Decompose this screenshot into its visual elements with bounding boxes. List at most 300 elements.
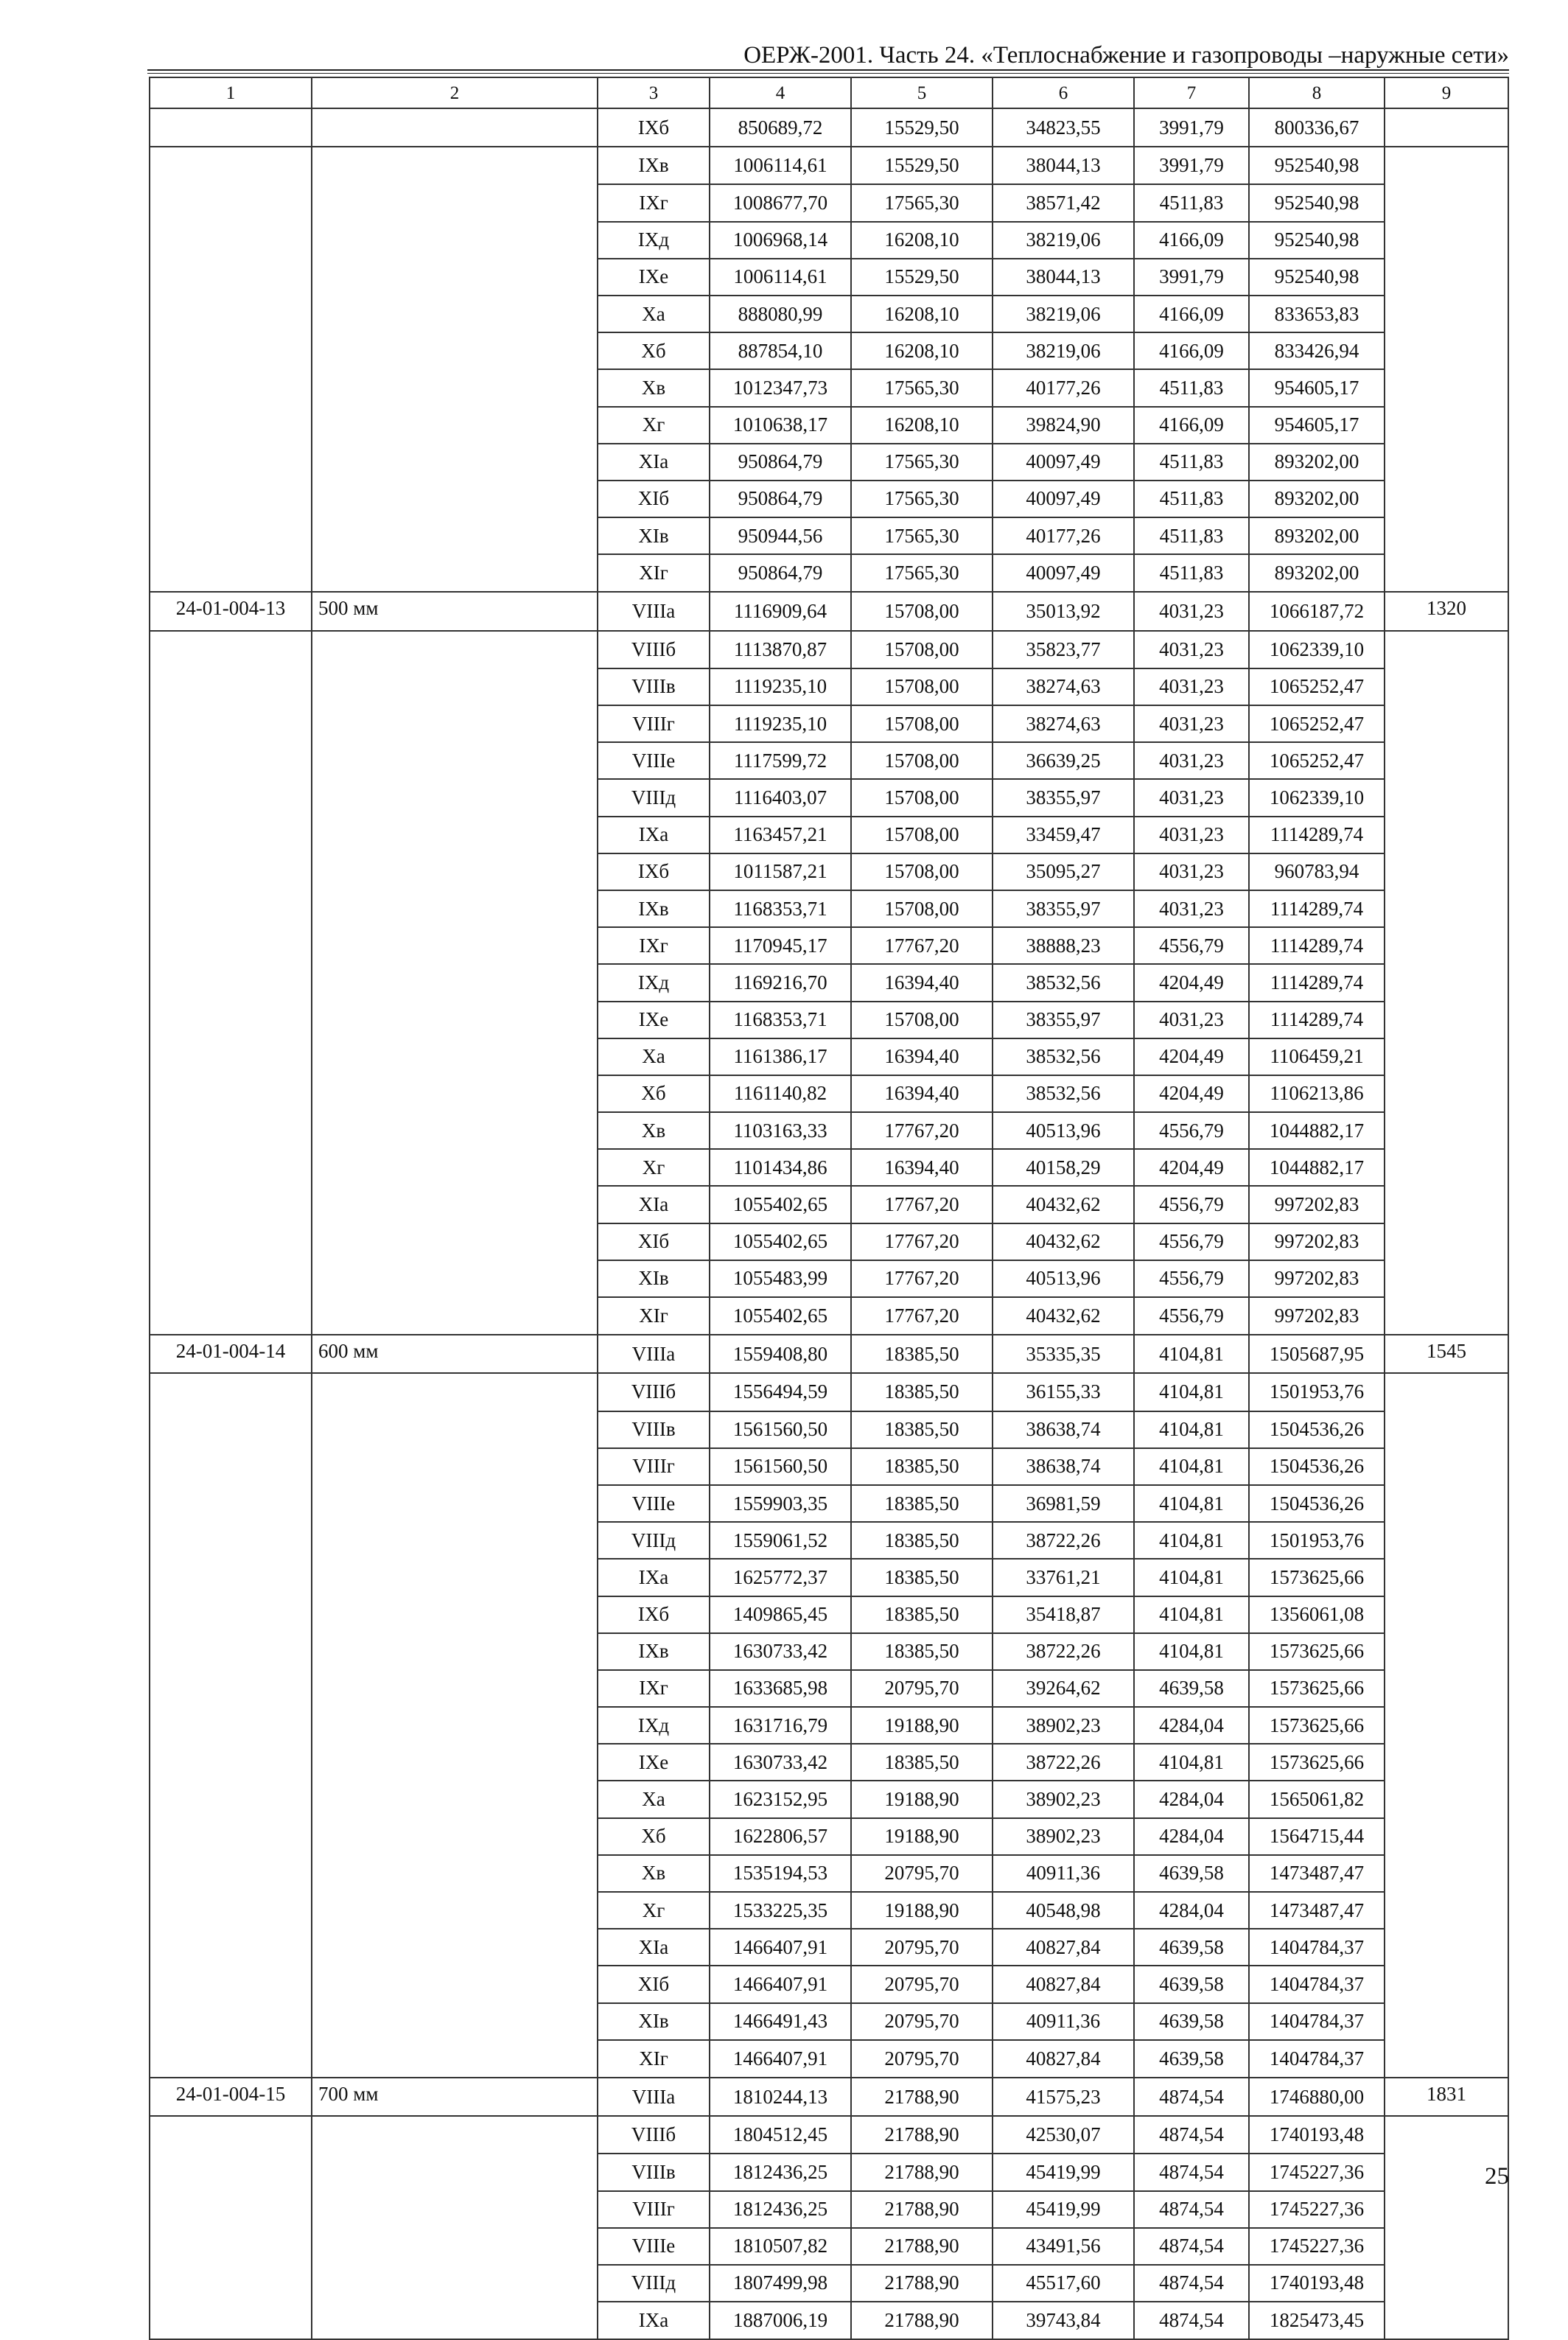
table-row (150, 705, 1508, 742)
zone: Xг (598, 1892, 710, 1929)
diameter (312, 668, 598, 705)
labor (1385, 1411, 1508, 1448)
wages: 17767,20 (851, 1260, 993, 1297)
diameter (312, 1855, 598, 1892)
total-cost: 1008677,70 (710, 184, 851, 221)
labor (1385, 1707, 1508, 1744)
zone: VIIIб (598, 2116, 710, 2154)
zone: VIIIг (598, 1448, 710, 1485)
item-code (150, 1149, 312, 1186)
item-code (150, 1633, 312, 1670)
item-code (150, 2191, 312, 2228)
total-cost: 950864,79 (710, 444, 851, 481)
labor (1385, 108, 1508, 147)
table-row (150, 964, 1508, 1001)
wages: 18385,50 (851, 1335, 993, 1373)
labor (1385, 2116, 1508, 2154)
item-code (150, 1485, 312, 1522)
machines-cost: 40827,84 (993, 1966, 1134, 2002)
item-code (150, 668, 312, 705)
total-cost: 1561560,50 (710, 1411, 851, 1448)
table-row (150, 222, 1508, 259)
machines-cost: 35418,87 (993, 1596, 1134, 1633)
machinist-wages: 4104,81 (1134, 1522, 1249, 1559)
item-code: 24-01-004-14 (150, 1335, 312, 1373)
column-header: 4 (710, 77, 851, 108)
wages: 18385,50 (851, 1411, 993, 1448)
table-row (150, 296, 1508, 332)
item-code (150, 2302, 312, 2339)
materials-cost: 893202,00 (1249, 554, 1385, 592)
wages: 17565,30 (851, 517, 993, 554)
machinist-wages: 4284,04 (1134, 1892, 1249, 1929)
labor (1385, 964, 1508, 1001)
zone: XIб (598, 481, 710, 517)
machines-cost: 38532,56 (993, 1075, 1134, 1112)
wages: 17565,30 (851, 369, 993, 406)
labor (1385, 927, 1508, 964)
zone: VIIIа (598, 1335, 710, 1373)
diameter (312, 1707, 598, 1744)
zone: Xб (598, 332, 710, 369)
table-row (150, 668, 1508, 705)
wages: 19188,90 (851, 1892, 993, 1929)
wages: 20795,70 (851, 1855, 993, 1892)
machinist-wages: 4166,09 (1134, 222, 1249, 259)
machines-cost: 39743,84 (993, 2302, 1134, 2339)
materials-cost: 1740193,48 (1249, 2116, 1385, 2154)
item-code (150, 1223, 312, 1260)
diameter (312, 554, 598, 592)
total-cost: 1623152,95 (710, 1781, 851, 1817)
wages: 15708,00 (851, 817, 993, 853)
zone: Xв (598, 1112, 710, 1149)
materials-cost: 1745227,36 (1249, 2154, 1385, 2190)
total-cost: 1466491,43 (710, 2003, 851, 2040)
total-cost: 950944,56 (710, 517, 851, 554)
machinist-wages: 4104,81 (1134, 1596, 1249, 1633)
zone: IXг (598, 1670, 710, 1707)
zone: Xа (598, 296, 710, 332)
total-cost: 1561560,50 (710, 1448, 851, 1485)
table-row (150, 927, 1508, 964)
zone: IXа (598, 1559, 710, 1596)
zone: Xа (598, 1781, 710, 1817)
wages: 16208,10 (851, 222, 993, 259)
total-cost: 1113870,87 (710, 631, 851, 668)
machines-cost: 40097,49 (993, 554, 1134, 592)
total-cost: 1630733,42 (710, 1633, 851, 1670)
item-code: 24-01-004-15 (150, 2078, 312, 2116)
diameter (312, 817, 598, 853)
labor (1385, 779, 1508, 816)
labor (1385, 369, 1508, 406)
total-cost: 1810507,82 (710, 2228, 851, 2265)
total-cost: 1168353,71 (710, 1002, 851, 1038)
zone: IXг (598, 927, 710, 964)
wages: 21788,90 (851, 2191, 993, 2228)
labor (1385, 296, 1508, 332)
machines-cost: 40548,98 (993, 1892, 1134, 1929)
total-cost: 1807499,98 (710, 2265, 851, 2302)
wages: 15529,50 (851, 108, 993, 147)
table-row (150, 481, 1508, 517)
diameter (312, 1186, 598, 1223)
machinist-wages: 4031,23 (1134, 779, 1249, 816)
zone: IXа (598, 817, 710, 853)
wages: 18385,50 (851, 1596, 993, 1633)
header-rule (147, 69, 1509, 74)
machinist-wages: 4104,81 (1134, 1559, 1249, 1596)
materials-cost: 997202,83 (1249, 1297, 1385, 1335)
table-row (150, 2302, 1508, 2339)
machines-cost: 38571,42 (993, 184, 1134, 221)
machines-cost: 40432,62 (993, 1186, 1134, 1223)
materials-cost: 1573625,66 (1249, 1707, 1385, 1744)
total-cost: 950864,79 (710, 481, 851, 517)
materials-cost: 893202,00 (1249, 444, 1385, 481)
machines-cost: 38274,63 (993, 705, 1134, 742)
machines-cost: 38722,26 (993, 1522, 1134, 1559)
item-code (150, 2265, 312, 2302)
materials-cost: 952540,98 (1249, 184, 1385, 221)
machinist-wages: 4556,79 (1134, 1223, 1249, 1260)
zone: IXд (598, 222, 710, 259)
machinist-wages: 4104,81 (1134, 1373, 1249, 1411)
machines-cost: 40911,36 (993, 1855, 1134, 1892)
item-code (150, 705, 312, 742)
diameter (312, 2040, 598, 2078)
machinist-wages: 4166,09 (1134, 332, 1249, 369)
diameter (312, 1448, 598, 1485)
table-row (150, 147, 1508, 184)
diameter (312, 369, 598, 406)
zone: XIв (598, 1260, 710, 1297)
labor (1385, 1112, 1508, 1149)
wages: 15529,50 (851, 147, 993, 184)
diameter (312, 927, 598, 964)
materials-cost: 1106459,21 (1249, 1038, 1385, 1075)
machines-cost: 40097,49 (993, 444, 1134, 481)
table-row (150, 1335, 1508, 1373)
machinist-wages: 4104,81 (1134, 1448, 1249, 1485)
machinist-wages: 4031,23 (1134, 742, 1249, 779)
labor (1385, 444, 1508, 481)
item-code (150, 1707, 312, 1744)
estimate-table (149, 77, 1509, 2340)
machinist-wages: 4204,49 (1134, 964, 1249, 1001)
labor (1385, 742, 1508, 779)
item-code (150, 407, 312, 444)
item-code (150, 1966, 312, 2002)
materials-cost: 1501953,76 (1249, 1522, 1385, 1559)
labor (1385, 184, 1508, 221)
item-code (150, 1186, 312, 1223)
materials-cost: 997202,83 (1249, 1223, 1385, 1260)
zone: Xб (598, 1075, 710, 1112)
total-cost: 887854,10 (710, 332, 851, 369)
table-row (150, 1744, 1508, 1781)
column-header: 3 (598, 77, 710, 108)
diameter (312, 890, 598, 927)
diameter (312, 705, 598, 742)
zone: IXв (598, 147, 710, 184)
total-cost: 1055402,65 (710, 1297, 851, 1335)
diameter (312, 259, 598, 296)
diameter (312, 1485, 598, 1522)
item-code (150, 1448, 312, 1485)
machinist-wages: 4639,58 (1134, 1670, 1249, 1707)
total-cost: 1625772,37 (710, 1559, 851, 1596)
labor (1385, 1559, 1508, 1596)
total-cost: 1633685,98 (710, 1670, 851, 1707)
labor (1385, 259, 1508, 296)
diameter (312, 631, 598, 668)
wages: 20795,70 (851, 1966, 993, 2002)
total-cost: 1535194,53 (710, 1855, 851, 1892)
materials-cost: 1473487,47 (1249, 1855, 1385, 1892)
materials-cost: 1106213,86 (1249, 1075, 1385, 1112)
machines-cost: 38355,97 (993, 1002, 1134, 1038)
machines-cost: 38219,06 (993, 332, 1134, 369)
zone: IXв (598, 1633, 710, 1670)
materials-cost: 1825473,45 (1249, 2302, 1385, 2339)
total-cost: 1168353,71 (710, 890, 851, 927)
total-cost: 1622806,57 (710, 1818, 851, 1855)
machinist-wages: 4031,23 (1134, 1002, 1249, 1038)
table-row (150, 1260, 1508, 1297)
wages: 21788,90 (851, 2265, 993, 2302)
materials-cost: 800336,67 (1249, 108, 1385, 147)
wages: 17565,30 (851, 554, 993, 592)
machinist-wages: 4031,23 (1134, 668, 1249, 705)
diameter (312, 1892, 598, 1929)
total-cost: 1103163,33 (710, 1112, 851, 1149)
wages: 17565,30 (851, 444, 993, 481)
table-row (150, 1411, 1508, 1448)
table-row (150, 1892, 1508, 1929)
machinist-wages: 4166,09 (1134, 407, 1249, 444)
table-row (150, 2003, 1508, 2040)
table-row (150, 1186, 1508, 1223)
materials-cost: 1114289,74 (1249, 1002, 1385, 1038)
labor (1385, 147, 1508, 184)
table-row (150, 1038, 1508, 1075)
item-code (150, 517, 312, 554)
zone: IXе (598, 1744, 710, 1781)
machinist-wages: 4556,79 (1134, 927, 1249, 964)
diameter (312, 1149, 598, 1186)
table-row (150, 1373, 1508, 1411)
wages: 21788,90 (851, 2078, 993, 2116)
machinist-wages: 4639,58 (1134, 1855, 1249, 1892)
total-cost: 1055483,99 (710, 1260, 851, 1297)
table-row (150, 890, 1508, 927)
machinist-wages: 4639,58 (1134, 1929, 1249, 1966)
machinist-wages: 4166,09 (1134, 296, 1249, 332)
table-row (150, 853, 1508, 890)
total-cost: 1810244,13 (710, 2078, 851, 2116)
diameter: 700 мм (312, 2078, 598, 2116)
machines-cost: 38638,74 (993, 1448, 1134, 1485)
item-code (150, 1112, 312, 1149)
item-code (150, 1075, 312, 1112)
materials-cost: 960783,94 (1249, 853, 1385, 890)
item-code (150, 631, 312, 668)
total-cost: 1466407,91 (710, 1929, 851, 1966)
wages: 16394,40 (851, 964, 993, 1001)
labor: 1320 (1385, 592, 1508, 630)
item-code (150, 1260, 312, 1297)
machinist-wages: 4556,79 (1134, 1112, 1249, 1149)
total-cost: 1116909,64 (710, 592, 851, 630)
machinist-wages: 4874,54 (1134, 2116, 1249, 2154)
machines-cost: 35013,92 (993, 592, 1134, 630)
header-title: ОЕРЖ-2001. Часть 24. «Теплоснабжение и газопроводы –наружные сети» (743, 42, 1509, 69)
machines-cost: 38355,97 (993, 890, 1134, 927)
wages: 17565,30 (851, 184, 993, 221)
machines-cost: 35823,77 (993, 631, 1134, 668)
zone: IXб (598, 853, 710, 890)
materials-cost: 833426,94 (1249, 332, 1385, 369)
table-row (150, 2265, 1508, 2302)
labor (1385, 1038, 1508, 1075)
diameter (312, 1522, 598, 1559)
column-header: 6 (993, 77, 1134, 108)
machines-cost: 40827,84 (993, 2040, 1134, 2078)
zone: VIIIа (598, 2078, 710, 2116)
total-cost: 1630733,42 (710, 1744, 851, 1781)
machinist-wages: 4031,23 (1134, 592, 1249, 630)
machines-cost: 40432,62 (993, 1223, 1134, 1260)
column-header: 9 (1385, 77, 1508, 108)
diameter (312, 2154, 598, 2190)
page-number: 25 (1485, 2163, 1509, 2190)
materials-cost: 1404784,37 (1249, 1929, 1385, 1966)
zone: IXд (598, 1707, 710, 1744)
labor (1385, 1966, 1508, 2002)
wages: 21788,90 (851, 2116, 993, 2154)
diameter (312, 1744, 598, 1781)
materials-cost: 1505687,95 (1249, 1335, 1385, 1373)
table-row (150, 369, 1508, 406)
machinist-wages: 3991,79 (1134, 108, 1249, 147)
total-cost: 1161140,82 (710, 1075, 851, 1112)
diameter (312, 1411, 598, 1448)
machines-cost: 39824,90 (993, 407, 1134, 444)
total-cost: 1533225,35 (710, 1892, 851, 1929)
diameter (312, 1112, 598, 1149)
item-code (150, 927, 312, 964)
labor (1385, 1818, 1508, 1855)
machinist-wages: 4284,04 (1134, 1707, 1249, 1744)
machinist-wages: 4556,79 (1134, 1186, 1249, 1223)
item-code (150, 853, 312, 890)
zone: XIг (598, 554, 710, 592)
materials-cost: 1404784,37 (1249, 1966, 1385, 2002)
labor (1385, 517, 1508, 554)
item-code (150, 554, 312, 592)
column-header: 7 (1134, 77, 1249, 108)
table-row (150, 1707, 1508, 1744)
wages: 15708,00 (851, 853, 993, 890)
zone: XIа (598, 1186, 710, 1223)
wages: 16208,10 (851, 407, 993, 444)
labor (1385, 668, 1508, 705)
labor (1385, 2302, 1508, 2339)
zone: XIг (598, 1297, 710, 1335)
labor (1385, 817, 1508, 853)
machines-cost: 36155,33 (993, 1373, 1134, 1411)
table-row (150, 742, 1508, 779)
wages: 17767,20 (851, 1297, 993, 1335)
machinist-wages: 4511,83 (1134, 184, 1249, 221)
zone: Xг (598, 1149, 710, 1186)
item-code (150, 1781, 312, 1817)
labor (1385, 1186, 1508, 1223)
machines-cost: 43491,56 (993, 2228, 1134, 2265)
wages: 16394,40 (851, 1075, 993, 1112)
total-cost: 1117599,72 (710, 742, 851, 779)
labor (1385, 1633, 1508, 1670)
wages: 15708,00 (851, 742, 993, 779)
zone: VIIIд (598, 1522, 710, 1559)
machinist-wages: 4556,79 (1134, 1260, 1249, 1297)
total-cost: 1631716,79 (710, 1707, 851, 1744)
wages: 17767,20 (851, 927, 993, 964)
wages: 18385,50 (851, 1633, 993, 1670)
materials-cost: 954605,17 (1249, 369, 1385, 406)
zone: VIIIг (598, 2191, 710, 2228)
diameter (312, 222, 598, 259)
wages: 18385,50 (851, 1744, 993, 1781)
machines-cost: 38902,23 (993, 1781, 1134, 1817)
machines-cost: 38044,13 (993, 147, 1134, 184)
item-code (150, 1892, 312, 1929)
wages: 16394,40 (851, 1038, 993, 1075)
total-cost: 1169216,70 (710, 964, 851, 1001)
item-code (150, 1038, 312, 1075)
diameter: 500 мм (312, 592, 598, 630)
materials-cost: 1473487,47 (1249, 1892, 1385, 1929)
item-code: 24-01-004-13 (150, 592, 312, 630)
item-code (150, 1297, 312, 1335)
machinist-wages: 3991,79 (1134, 259, 1249, 296)
machinist-wages: 4511,83 (1134, 481, 1249, 517)
wages: 20795,70 (851, 2040, 993, 2078)
machines-cost: 42530,07 (993, 2116, 1134, 2154)
table-row (150, 1855, 1508, 1892)
total-cost: 1812436,25 (710, 2191, 851, 2228)
labor (1385, 1892, 1508, 1929)
total-cost: 1011587,21 (710, 853, 851, 890)
materials-cost: 1062339,10 (1249, 631, 1385, 668)
machines-cost: 45419,99 (993, 2191, 1134, 2228)
materials-cost: 1356061,08 (1249, 1596, 1385, 1633)
item-code (150, 332, 312, 369)
materials-cost: 1501953,76 (1249, 1373, 1385, 1411)
machines-cost: 36981,59 (993, 1485, 1134, 1522)
item-code (150, 890, 312, 927)
machines-cost: 38722,26 (993, 1744, 1134, 1781)
zone: IXа (598, 2302, 710, 2339)
table-row (150, 2078, 1508, 2116)
machines-cost: 38355,97 (993, 779, 1134, 816)
machines-cost: 40097,49 (993, 481, 1134, 517)
column-header: 8 (1249, 77, 1385, 108)
labor (1385, 1596, 1508, 1633)
materials-cost: 1114289,74 (1249, 964, 1385, 1001)
